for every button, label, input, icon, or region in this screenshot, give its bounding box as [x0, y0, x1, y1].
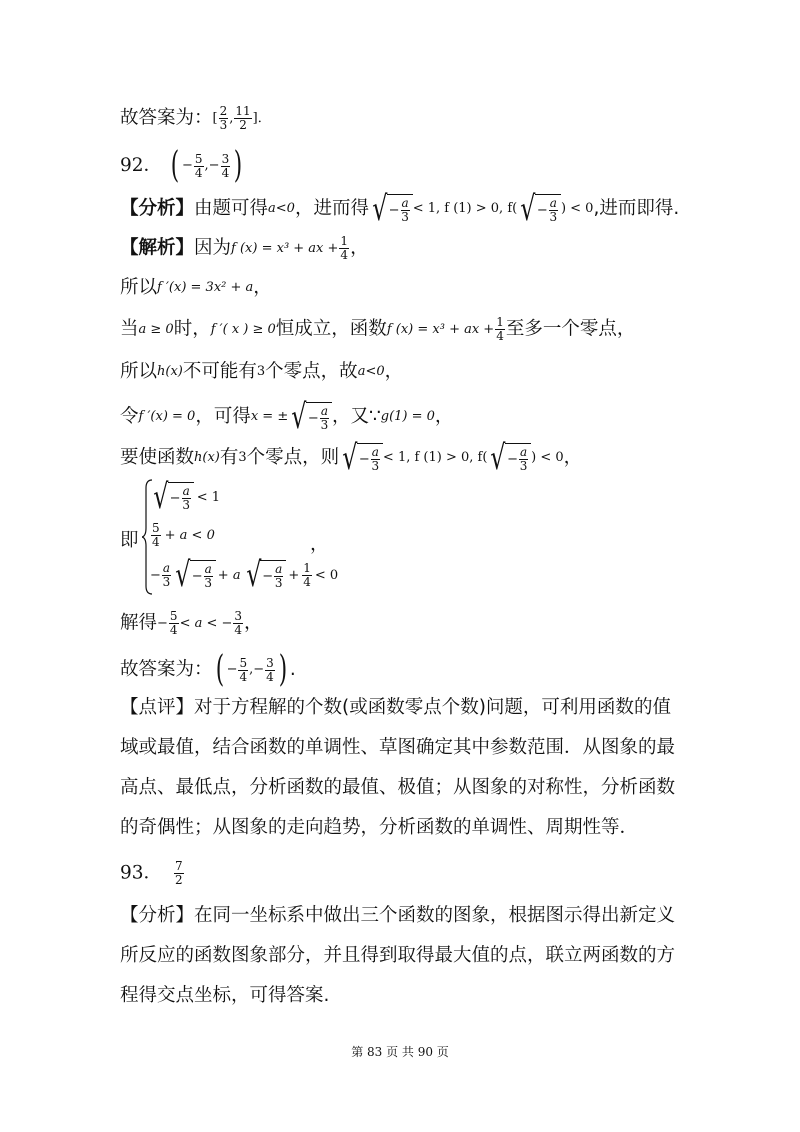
question-93-answer: 93． $\frac{7}{2}$	[120, 859, 183, 887]
case-a-nonneg-line: 当a ≥ 0时，f ′( x ) ≥ 0恒成立，函数f (x) = x³ + ax + $\frac{1}{4}$ 至多一个零点，	[120, 315, 636, 343]
analysis-93-paragraph: 【分析】在同一坐标系中做出三个函数的图象，根据图示得出新定义所反应的函数图象部分，并且得到取得最大值的点，联立两函数的方程得交点坐标，可得答案.	[120, 905, 676, 1006]
analysis-92: 【分析】由题可得a<0，进而得 √ − $\frac{a}{3}$ < 1, f (1) > 0, f( √ − $\frac{a}{3}$ ) < 0,进而即得.	[120, 189, 680, 229]
frac-2-3: $\frac{2}{3}$	[219, 104, 228, 132]
derivative-line: 所以f ′(x) = 3x² + a，	[120, 277, 272, 298]
frac-11-2: $\frac{11}{2}$	[235, 104, 251, 132]
answer-91-line: 故答案为：[ $\frac{2}{3}$ , $\frac{11}{2}$ ]．	[120, 104, 271, 132]
solved-range-line: 解得− $\frac{5}{4}$ < a < − $\frac{3}{4}$ ，	[120, 609, 263, 637]
solution-92: 【解析】因为f (x) = x³ + ax + $\frac{1}{4}$ ，	[120, 234, 369, 262]
question-92-answer: 92． ( − $\frac{5}{4}$ ,− $\frac{3}{4}$ )	[120, 145, 243, 186]
hx-zero-count-line: 所以h(x)不可能有3个零点，故a<0，	[120, 361, 404, 382]
system-row-2: 5 4 + a < 0	[152, 521, 215, 549]
three-zeros-condition-line: 要使函数h(x)有3个零点，则 √ − $\frac{a}{3}$ < 1, f (1) > 0, f( √ − $\frac{a}{3}$ ) < 0，	[120, 438, 583, 478]
page-footer: 第 83 页 共 90 页	[351, 1045, 449, 1059]
critical-point-line: 令f ′(x) = 0，可得x = ± √ − $\frac{a}{3}$ ，又∵g(1) = 0，	[120, 397, 454, 437]
commentary-paragraph: 【点评】对于方程解的个数(或函数零点个数)问题，可利用函数的值域或最值，结合函数的单调性、草图确定其中参数范围．从图象的最高点、最低点，分析函数的最值、极值；从图象的对称性，分析函数的奇偶性；从图象的走向趋势，分析函数的单调性、周期性等．	[120, 697, 676, 838]
answer-92-line: 故答案为：( − $\frac{5}{4}$ ,− $\frac{3}{4}$ ) .	[120, 649, 296, 690]
system-row-3: − $\frac{a}{3}$ √ − $\frac{a}{3}$ + a √ − $\frac{a}{3}$ + $\frac{1}{4}$ < 0	[150, 555, 339, 595]
system-row-1: √ − $\frac{a}{3}$ < 1	[153, 477, 221, 517]
